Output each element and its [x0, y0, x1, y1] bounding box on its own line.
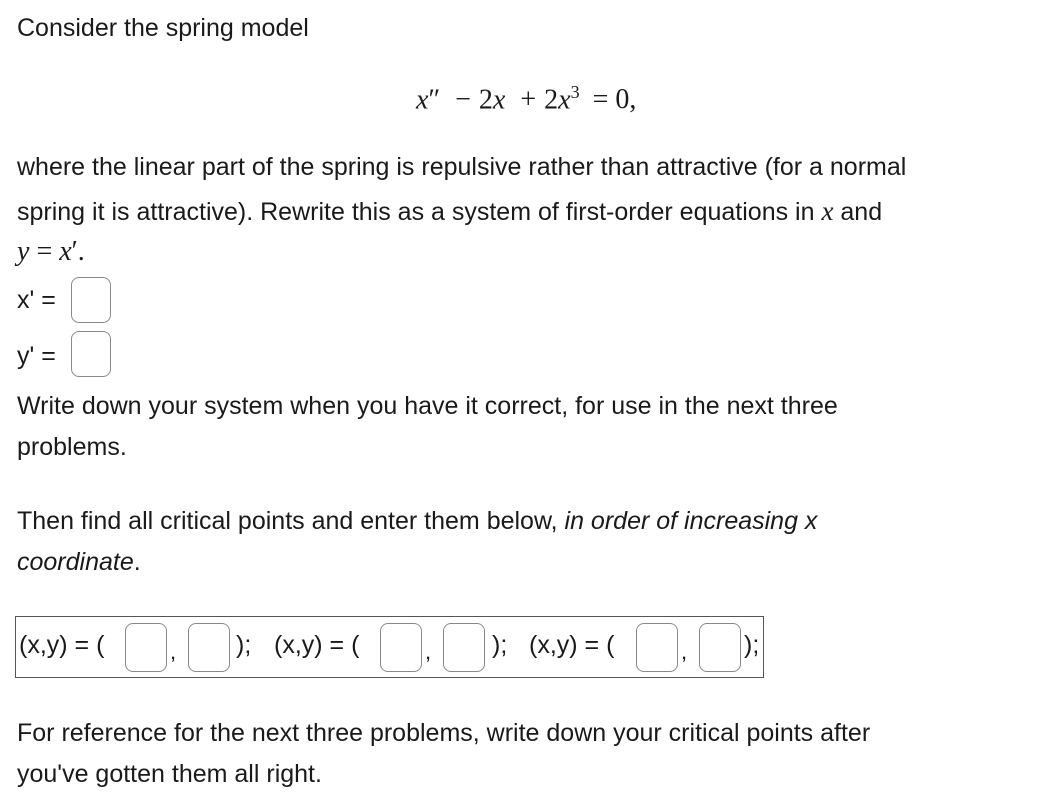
p1l3-prime: ′.: [71, 236, 85, 267]
cp1-x-input[interactable]: [125, 623, 167, 672]
paragraph-1-line-1: where the linear part of the spring is repulsive rather than attractive (for a normal: [17, 153, 907, 181]
eq-equals-zero: = 0,: [592, 84, 637, 116]
yprime-input[interactable]: [71, 331, 111, 377]
cp2-close: );: [492, 631, 508, 659]
cp2-label: (x,y) = (: [274, 631, 360, 659]
eq-exponent: 3: [570, 82, 580, 102]
eq-x3: x: [558, 84, 571, 116]
cp3-x-input[interactable]: [636, 623, 678, 672]
paragraph-1-line-2: [17, 196, 882, 227]
eq-coef-2: 2: [478, 84, 493, 116]
critical-points-row: [15, 616, 764, 678]
eq-plus: +: [520, 84, 537, 116]
p3l1-emphasis: in order of increasing x: [564, 507, 818, 535]
yprime-label: y' =: [17, 342, 56, 370]
cp1-y-input[interactable]: [188, 623, 230, 672]
cp3-close: );: [744, 631, 760, 659]
cp3-label: (x,y) = (: [529, 631, 615, 659]
eq-minus: −: [455, 84, 471, 116]
p1l2-text-b: and: [833, 198, 883, 226]
paragraph-4-line-1: For reference for the next three problems, write down your critical points after: [17, 719, 871, 747]
p1l2-x: x: [821, 196, 834, 226]
paragraph-1-line-3: [17, 236, 85, 268]
p3l1-text: Then find all critical points and enter them below,: [17, 507, 565, 535]
eq-coef-2b: 2: [544, 84, 559, 116]
cp1-label: (x,y) = (: [19, 631, 105, 659]
xprime-label: x' =: [17, 286, 56, 314]
cp1-close: );: [236, 631, 252, 659]
eq-x: x: [416, 84, 429, 116]
cp1-comma: ,: [170, 639, 177, 664]
cp2-y-input[interactable]: [443, 623, 485, 672]
spring-equation: [416, 82, 636, 116]
xprime-input[interactable]: [71, 277, 111, 323]
intro-text: Consider the spring model: [17, 14, 309, 42]
paragraph-2-line-2: problems.: [17, 433, 127, 461]
p3l2-period: .: [133, 548, 141, 576]
p1l2-text-a: spring it is attractive). Rewrite this as a system of first-order equations in: [17, 198, 822, 226]
cp3-comma: ,: [681, 639, 688, 664]
cp3-y-input[interactable]: [699, 623, 741, 672]
eq-double-prime: ″: [428, 84, 441, 116]
p1l3-y: y: [17, 236, 30, 267]
p3l2-emphasis: coordinate: [17, 548, 134, 576]
cp2-x-input[interactable]: [380, 623, 422, 672]
p1l3-x: x: [59, 236, 72, 267]
cp2-comma: ,: [425, 639, 432, 664]
paragraph-4-line-2: you've gotten them all right.: [17, 760, 322, 788]
eq-x2: x: [492, 84, 506, 116]
paragraph-3-line-1: [17, 507, 817, 536]
paragraph-2-line-1: Write down your system when you have it correct, for use in the next three: [17, 392, 838, 420]
p1l3-eq: =: [29, 236, 60, 267]
paragraph-3-line-2: [17, 548, 141, 577]
